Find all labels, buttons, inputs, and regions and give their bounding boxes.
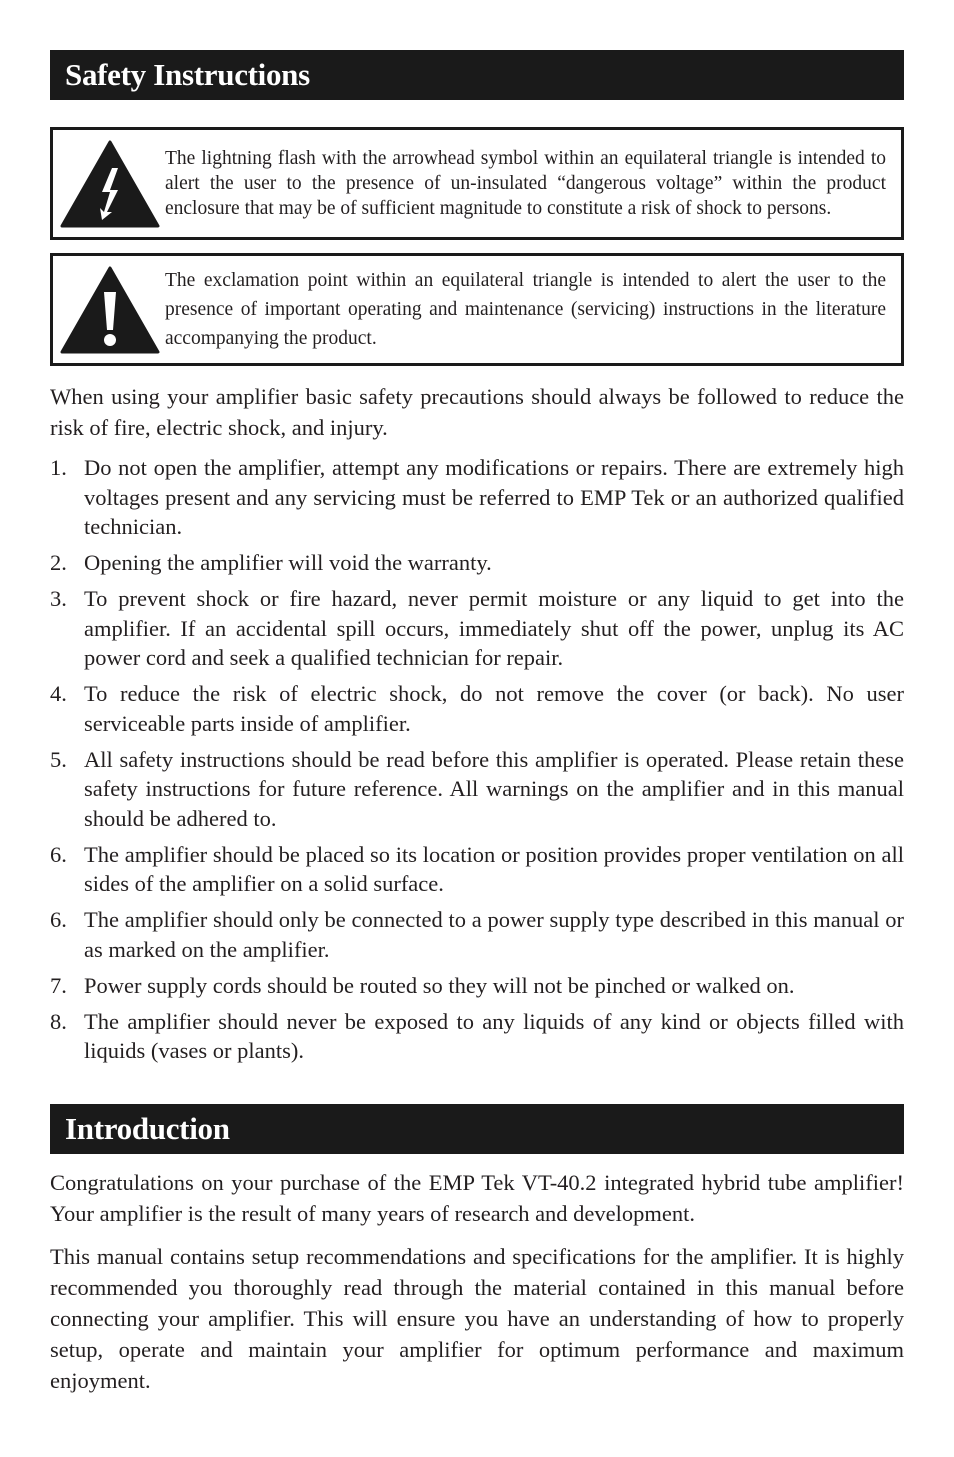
list-item	[50, 453, 904, 542]
list-item-number: 8.	[50, 1008, 67, 1034]
list-item-number: 3.	[50, 586, 67, 611]
list-item-text: The amplifier should only be connected to a power supply type described in this manual or as marked on the amplifier.	[84, 907, 904, 962]
safety-heading-text: Safety Instructions	[65, 57, 310, 92]
lightning-warning-box	[50, 127, 904, 240]
introduction-heading-text: Introduction	[65, 1110, 230, 1146]
list-item-number: 2.	[50, 550, 67, 575]
list-item-number: 5.	[50, 746, 67, 772]
list-item-text: The amplifier should never be exposed to any liquids of any kind or objects filled with liquids (vases or plants).	[84, 1008, 904, 1063]
list-item	[50, 745, 904, 834]
list-item-text: All safety instructions should be read before this amplifier is operated. Please retain these safety instructions for future reference. All warnings on the amplifier and in this manual should be adhered to.	[84, 746, 904, 831]
exclamation-warning-box	[50, 253, 904, 366]
introduction-heading	[50, 1104, 904, 1154]
list-item-text: Do not open the amplifier, attempt any modifications or repairs. There are extremely high voltages present and any servicing must be referred to EMP Tek or an authorized qualified technician.	[84, 455, 904, 539]
list-item	[50, 840, 904, 899]
list-item-text: Opening the amplifier will void the warranty.	[84, 550, 492, 575]
exclamation-warning-triangle-icon	[60, 266, 160, 354]
list-item-text: The amplifier should be placed so its location or position provides proper ventilation on all sides of the amplifier on a solid surface.	[84, 841, 904, 896]
manual-page	[50, 50, 904, 1396]
exclamation-warning-text: The exclamation point within an equilateral triangle is intended to alert the user to the presence of important operating and maintenance (servicing) instructions in the literature accompanying the product.	[165, 270, 886, 349]
list-item	[50, 1007, 904, 1066]
list-item-text: To prevent shock or fire hazard, never permit moisture or any liquid to get into the amplifier. If an accidental spill occurs, immediately shut off the power, unplug its AC power cord and seek a qualified technician for repair.	[84, 586, 904, 670]
list-item	[50, 679, 904, 738]
list-item	[50, 548, 904, 578]
list-item	[50, 905, 904, 964]
list-item-number: 4.	[50, 681, 67, 706]
list-item-number: 1.	[50, 455, 67, 480]
list-item-text: Power supply cords should be routed so they will not be pinched or walked on.	[84, 972, 795, 998]
introduction-paragraph: Congratulations on your purchase of the EMP Tek VT-40.2 integrated hybrid tube amplifier! Your amplifier is the result of many years of research and development.	[50, 1169, 904, 1226]
list-item	[50, 971, 904, 1001]
list-item-number: 6.	[50, 907, 67, 932]
safety-rules-list	[50, 453, 904, 1066]
safety-lead-paragraph: When using your amplifier basic safety precautions should always be followed to reduce the risk of fire, electric shock, and injury.	[50, 384, 904, 440]
safety-instructions-heading	[50, 50, 904, 100]
list-item-number: 6.	[50, 841, 67, 867]
list-item	[50, 584, 904, 673]
list-item-text: To reduce the risk of electric shock, do not remove the cover (or back). No user serviceable parts inside of amplifier.	[84, 681, 904, 736]
introduction-paragraph: This manual contains setup recommendations and specifications for the amplifier. It is highly recommended you thoroughly read through the material contained in this manual before connecting your amplifier. This will ensure you have an understanding of how to properly setup, operate and maintain your amplifier for optimum performance and maximum enjoyment.	[50, 1243, 904, 1393]
list-item-number: 7.	[50, 972, 67, 998]
lightning-warning-text: The lightning flash with the arrowhead symbol within an equilateral triangle is intended to alert the user to the presence of un-insulated “dangerous voltage” within the product enclosure that may be of sufficient magnitude to constitute a risk of shock to persons.	[165, 148, 886, 219]
lightning-warning-triangle-icon	[60, 140, 160, 228]
